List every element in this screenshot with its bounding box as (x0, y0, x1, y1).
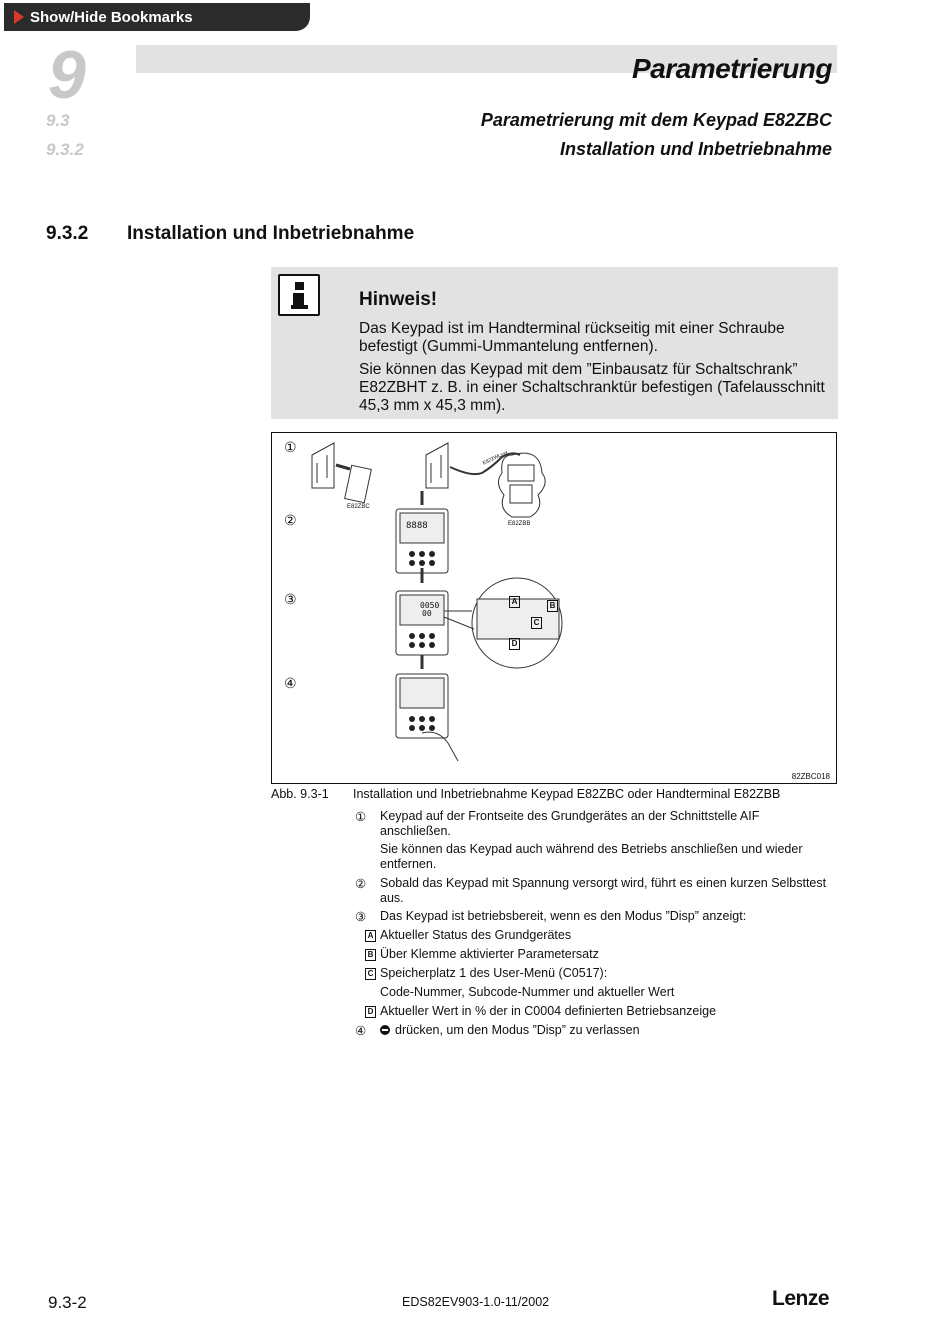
list-item: Keypad auf der Frontseite des Grundgerätes an der Schnittstelle AIF anschließen. (380, 809, 760, 838)
list-item: Sie können das Keypad auch während des Betriebs anschließen und wieder entfernen. (380, 842, 803, 871)
list-marker: ③ (355, 910, 367, 924)
caption-text: Installation und Inbetriebnahme Keypad E82ZBC oder Handterminal E82ZBB (353, 787, 781, 801)
page-subtitle-1: Parametrierung mit dem Keypad E82ZBC (480, 110, 832, 130)
list-marker: B (365, 949, 376, 961)
figure-installation (271, 432, 837, 784)
list-marker: ① (355, 810, 367, 824)
list-item: Speicherplatz 1 des User-Menü (C0517): (380, 966, 608, 980)
step-marker: ② (284, 512, 297, 528)
note-paragraph: Sie können das Keypad mit dem ”Einbausatz für Schaltschrank” E82ZBHT z. B. in einer Schaltschranktür befestigen (Tafelausschnitt 45,3 mm x 45,3 mm). (359, 361, 825, 414)
list-item: drücken, um den Modus ”Disp” zu verlassen (395, 1023, 640, 1037)
callout-c: C (531, 617, 542, 629)
bookmarks-label: Show/Hide Bookmarks (30, 9, 193, 26)
chapter-section: 9.3 (46, 111, 70, 130)
display-readout: 00 (422, 609, 432, 618)
list-marker: D (365, 1006, 376, 1018)
list-item: Aktueller Status des Grundgerätes (380, 928, 572, 942)
cable-label: E82ZWLxxx (481, 449, 509, 467)
display-readout: 0050 (420, 601, 440, 610)
callout-d: D (509, 638, 520, 650)
list-marker: C (365, 968, 376, 980)
section-number: 9.3.2 (46, 223, 89, 244)
list-item: Aktueller Wert in % der in C0004 definierten Betriebsanzeige (380, 1004, 717, 1018)
stop-key-icon (380, 1025, 390, 1035)
list-item: Sobald das Keypad mit Spannung versorgt wird, führt es einen kurzen Selbsttest aus. (380, 876, 827, 905)
page-title: Parametrierung (632, 53, 832, 84)
list-item: Code-Nummer, Subcode-Nummer und aktueller Wert (380, 985, 675, 999)
note-title: Hinweis! (359, 289, 438, 310)
list-item: Über Klemme aktivierter Parametersatz (380, 947, 599, 961)
callout-a: A (509, 596, 520, 608)
list-marker: ② (355, 877, 367, 891)
caption-number: Abb. 9.3-1 (271, 787, 329, 801)
display-readout: 8888 (406, 521, 428, 531)
lenze-logo: Lenze (772, 1287, 830, 1310)
page-number: 9.3-2 (48, 1293, 87, 1312)
chapter-number: 9 (48, 37, 86, 113)
list-item: Das Keypad ist betriebsbereit, wenn es den Modus ”Disp” anzeigt: (380, 909, 747, 923)
chapter-subsection: 9.3.2 (46, 140, 84, 159)
step-marker: ③ (284, 591, 297, 607)
list-marker: A (365, 930, 376, 942)
arrow-right-icon (14, 10, 24, 24)
list-marker: ④ (355, 1024, 367, 1038)
keypad-label: E82ZBC (347, 504, 370, 510)
show-hide-bookmarks-button[interactable] (4, 3, 310, 31)
info-icon (278, 274, 320, 316)
callout-b: B (547, 600, 558, 612)
step-marker: ① (284, 439, 297, 455)
page-subtitle-2: Installation und Inbetriebnahme (559, 139, 832, 159)
note-paragraph: Das Keypad ist im Handterminal rückseitig mit einer Schraube befestigt (Gummi-Ummantelung entfernen). (359, 320, 785, 355)
step-marker: ④ (284, 675, 297, 691)
document-id: EDS82EV903-1.0-11/2002 (402, 1295, 550, 1309)
section-title: Installation und Inbetriebnahme (127, 223, 415, 244)
figure-code: 82ZBC018 (791, 772, 830, 781)
handterminal-label: E82ZBB (508, 521, 531, 527)
